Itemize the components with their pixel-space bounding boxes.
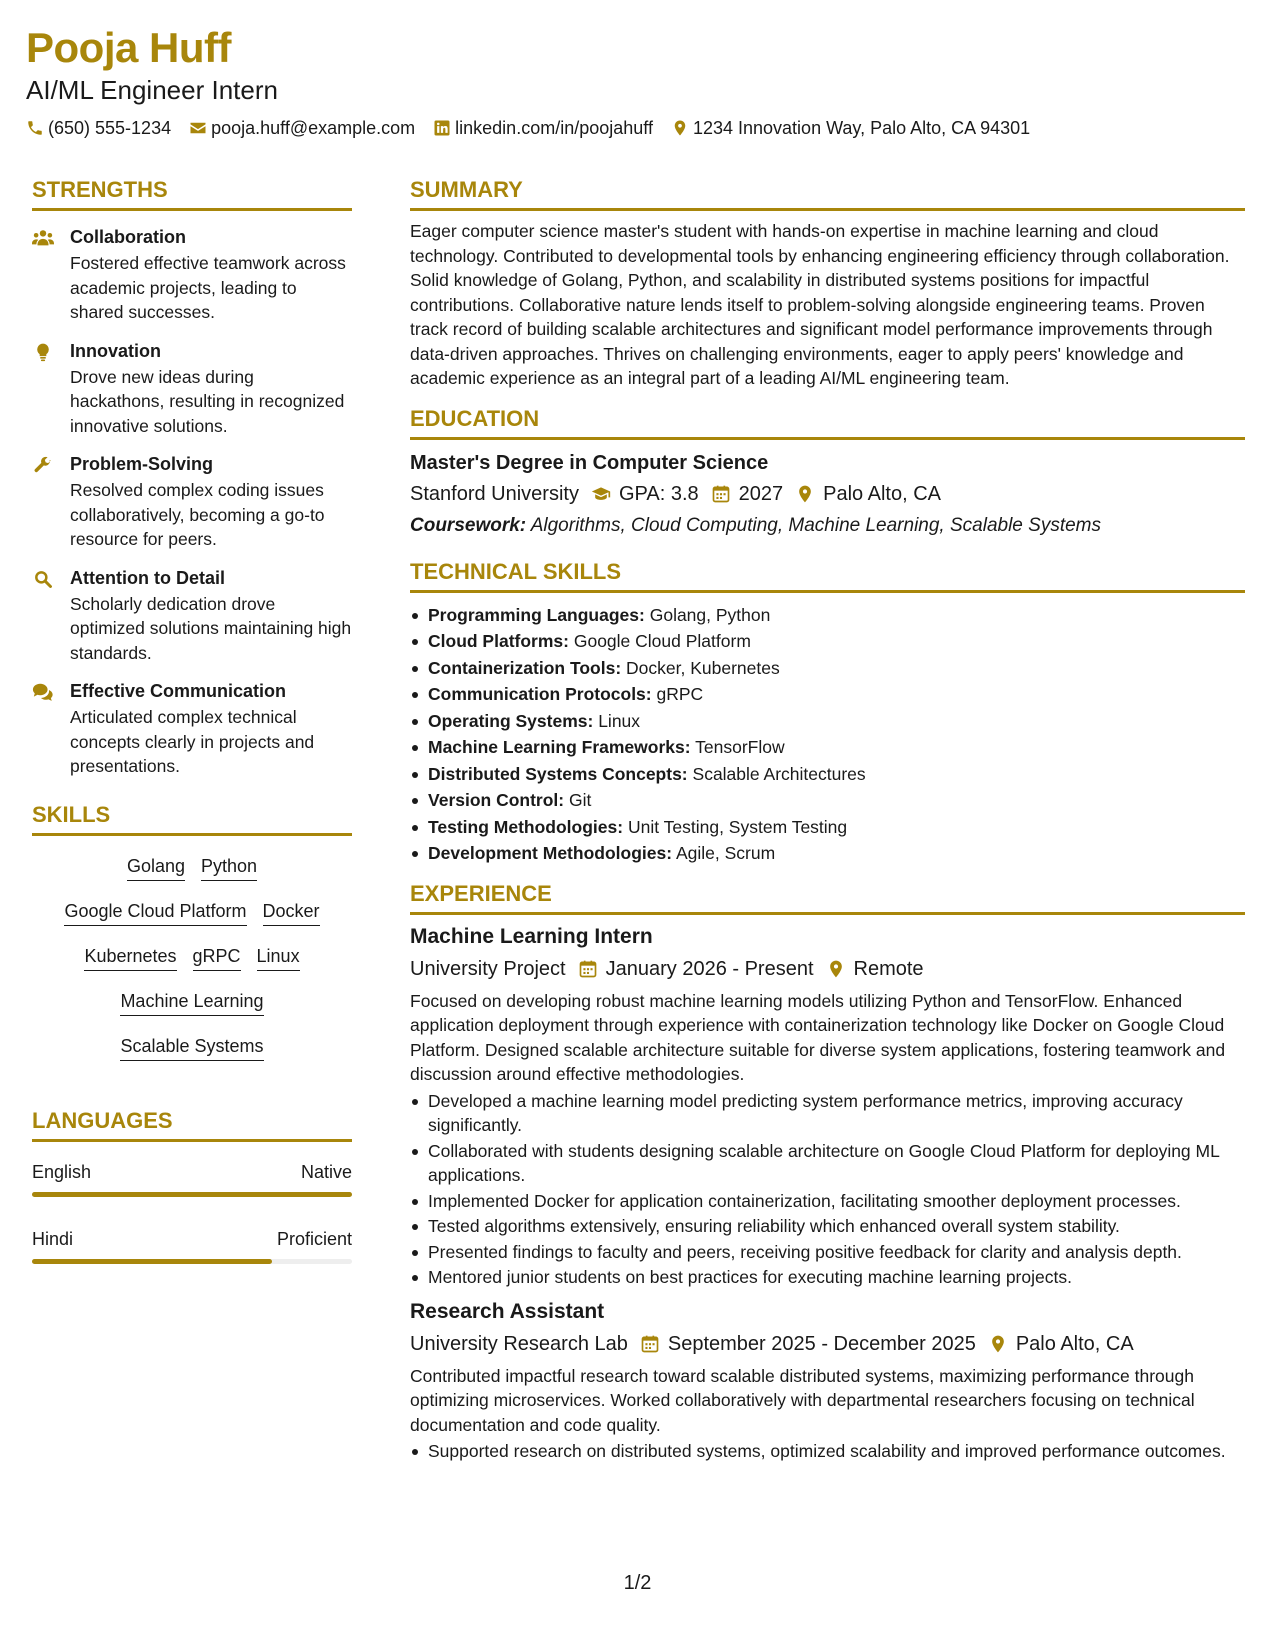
- right-column: [410, 176, 1245, 1465]
- job-dates: [640, 1330, 976, 1358]
- strength-desc: Resolved complex coding issues collaboratively, becoming a go-to resource for peers.: [70, 480, 325, 549]
- location-text: Palo Alto, CA: [823, 482, 941, 505]
- graduation-cap-icon: [591, 484, 611, 504]
- skill-row: [32, 1026, 352, 1071]
- technical-skills-heading: TECHNICAL SKILLS: [410, 558, 1245, 593]
- skill-label: Cloud Platforms:: [428, 631, 569, 651]
- phone-icon: [26, 119, 44, 137]
- skill-value: Google Cloud Platform: [573, 631, 751, 651]
- list-item: [410, 735, 1245, 760]
- language-level: Proficient: [276, 1228, 352, 1249]
- skill-label: Communication Protocols:: [428, 684, 652, 704]
- skill-tag: gRPC: [193, 944, 241, 971]
- skill-value: Linux: [598, 710, 641, 731]
- year-text: 2027: [738, 482, 784, 505]
- coursework-list: Algorithms, Cloud Computing, Machine Learning, Scalable Systems: [530, 514, 1101, 536]
- candidate-name: Pooja Huff: [26, 24, 231, 71]
- strength-item: [32, 339, 352, 439]
- coursework-label: Coursework:: [410, 514, 527, 536]
- strength-title: Effective Communication: [70, 681, 287, 701]
- strength-desc: Drove new ideas during hackathons, resulting in recognized innovative solutions.: [70, 366, 345, 436]
- gpa-text: GPA: 3.8: [618, 482, 699, 505]
- map-pin-icon: [795, 484, 815, 504]
- dates-text: September 2025 - December 2025: [667, 1332, 976, 1355]
- list-item: [410, 656, 1245, 681]
- coursework: [410, 512, 1245, 540]
- skill-label: Version Control:: [428, 790, 565, 810]
- skill-value: Scalable Architectures: [692, 763, 866, 784]
- skill-tag: Kubernetes: [84, 944, 176, 971]
- skill-label: Testing Methodologies:: [428, 816, 624, 837]
- languages-heading: LANGUAGES: [32, 1107, 352, 1142]
- skills-heading: SKILLS: [32, 801, 352, 836]
- left-column: [32, 176, 352, 1264]
- list-item: Presented findings to faculty and peers, receiving positive feedback for clarity and analysis depth.: [410, 1240, 1245, 1265]
- email-text: pooja.huff@example.com: [211, 118, 416, 138]
- strength-item: [32, 566, 352, 666]
- linkedin-icon: [433, 119, 451, 137]
- list-item: [410, 762, 1245, 787]
- school-text: Stanford University: [410, 482, 579, 505]
- job-dates: [578, 955, 814, 983]
- calendar-icon: [640, 1334, 660, 1354]
- strength-item: [32, 225, 352, 325]
- page-number: 1/2: [623, 1572, 652, 1594]
- skill-value: Docker, Kubernetes: [626, 657, 780, 678]
- location-text: Remote: [853, 957, 924, 980]
- wrench-icon: [32, 455, 54, 475]
- list-item: [410, 603, 1245, 628]
- job-description: Contributed impactful research toward scalable distributed systems, maximizing performance through optimizing microservices. Worked collaboratively with departmental researchers focusing on technical documentation and code quality.: [410, 1365, 1195, 1435]
- list-item: Implemented Docker for application containerization, facilitating smoother deployment processes.: [410, 1189, 1245, 1214]
- resume-header: [26, 24, 1246, 140]
- lightbulb-icon: [32, 342, 54, 362]
- strength-title: Attention to Detail: [70, 567, 225, 588]
- strength-title: Innovation: [70, 340, 161, 361]
- job-entry: [410, 1298, 1245, 1464]
- list-item: [410, 629, 1245, 654]
- education-year: [711, 480, 784, 508]
- search-icon: [32, 569, 54, 589]
- list-item: Developed a machine learning model predicting system performance metrics, improving accuracy significantly.: [410, 1089, 1245, 1138]
- language-item: [32, 1227, 352, 1264]
- contact-address: [671, 116, 1030, 140]
- list-item: [410, 709, 1245, 734]
- skill-tag: Google Cloud Platform: [64, 899, 246, 926]
- users-icon: [32, 228, 54, 248]
- job-title: Research Assistant: [410, 1299, 605, 1323]
- strength-title: Collaboration: [70, 227, 186, 247]
- job-meta: [410, 955, 1245, 983]
- list-item: Supported research on distributed systems, optimized scalability and improved performance outcomes.: [410, 1439, 1245, 1464]
- list-item: [410, 815, 1245, 840]
- language-level-bar: [32, 1192, 352, 1197]
- job-location: [988, 1330, 1134, 1358]
- map-pin-icon: [671, 119, 689, 137]
- contact-linkedin[interactable]: [433, 116, 653, 140]
- skill-value: TensorFlow: [695, 737, 785, 757]
- envelope-icon: [189, 119, 207, 137]
- technical-skills-list: [410, 603, 1245, 866]
- skill-tag: Python: [201, 854, 257, 881]
- skill-tag: Linux: [257, 944, 300, 971]
- calendar-icon: [578, 959, 598, 979]
- job-bullets: [410, 1089, 1245, 1290]
- skill-label: Machine Learning Frameworks:: [428, 737, 691, 757]
- dates-text: January 2026 - Present: [605, 957, 814, 980]
- job-location: [826, 955, 924, 983]
- skill-value: Golang, Python: [649, 604, 771, 625]
- comments-icon: [32, 682, 54, 702]
- skill-row: [32, 981, 352, 1026]
- list-item: Collaborated with students designing scalable architecture on Google Cloud Platform for deploying ML applications.: [410, 1139, 1245, 1188]
- education-school: [410, 480, 579, 508]
- candidate-title: AI/ML Engineer Intern: [26, 75, 278, 105]
- map-pin-icon: [826, 959, 846, 979]
- calendar-icon: [711, 484, 731, 504]
- skill-label: Distributed Systems Concepts:: [428, 763, 688, 784]
- education-location: [795, 480, 941, 508]
- education-heading: EDUCATION: [410, 405, 1245, 440]
- skill-label: Operating Systems:: [428, 710, 594, 731]
- list-item: Mentored junior students on best practices for executing machine learning projects.: [410, 1265, 1245, 1290]
- skill-value: gRPC: [656, 684, 704, 704]
- skill-label: Development Methodologies:: [428, 843, 673, 863]
- map-pin-icon: [988, 1334, 1008, 1354]
- phone-text: (650) 555-1234: [48, 118, 172, 138]
- org-text: University Research Lab: [410, 1332, 628, 1355]
- address-text: 1234 Innovation Way, Palo Alto, CA 94301: [692, 118, 1031, 138]
- job-org: [410, 955, 566, 983]
- job-meta: [410, 1330, 1245, 1358]
- job-title: Machine Learning Intern: [410, 924, 653, 948]
- strength-desc: Articulated complex technical concepts clearly in projects and presentations.: [70, 707, 315, 776]
- skill-row: [32, 936, 352, 981]
- skill-value: Agile, Scrum: [675, 843, 776, 863]
- experience-heading: EXPERIENCE: [410, 880, 1245, 915]
- language-item: [32, 1160, 352, 1197]
- list-item: [410, 841, 1245, 866]
- location-text: Palo Alto, CA: [1015, 1332, 1134, 1355]
- org-text: University Project: [410, 957, 566, 980]
- strength-title: Problem-Solving: [70, 454, 214, 474]
- language-level-fill: [32, 1259, 272, 1264]
- list-item: [410, 788, 1245, 813]
- skill-row: [32, 891, 352, 936]
- strength-item: [32, 679, 352, 779]
- job-entry: [410, 923, 1245, 1290]
- skill-tag: Machine Learning: [120, 989, 263, 1016]
- language-level-bar: [32, 1259, 352, 1264]
- skill-value: Git: [569, 790, 592, 810]
- job-description: Focused on developing robust machine learning models utilizing Python and TensorFlow. Enhanced application deployment through experience with containerization technology like Docker on Google Cloud Platform. Designed scalable architecture suitable for diverse system applications, fostering teamwork and discussion around effective methodologies.: [410, 990, 1226, 1084]
- contact-phone[interactable]: [26, 116, 171, 140]
- skill-row: [32, 846, 352, 891]
- education-gpa: [591, 480, 699, 508]
- language-level-fill: [32, 1192, 352, 1197]
- language-level: Native: [300, 1161, 352, 1182]
- strength-desc: Fostered effective teamwork across academic projects, leading to shared successes.: [70, 253, 346, 322]
- language-name: English: [32, 1161, 92, 1182]
- strengths-heading: STRENGTHS: [32, 176, 352, 211]
- skill-tag: Golang: [127, 854, 185, 881]
- linkedin-text: linkedin.com/in/poojahuff: [455, 118, 653, 138]
- summary-heading: SUMMARY: [410, 176, 1245, 211]
- education-meta: [410, 480, 1245, 508]
- strength-desc: Scholarly dedication drove optimized solutions maintaining high standards.: [70, 593, 352, 663]
- skill-value: Unit Testing, System Testing: [627, 816, 848, 837]
- education-degree: Master's Degree in Computer Science: [410, 451, 769, 474]
- skill-label: Containerization Tools:: [428, 657, 622, 678]
- summary-text: Eager computer science master's student with hands-on expertise in machine learning and cloud technology. Contributed to developmental tools by enhancing engineering efficiency through collaboration. Solid knowledge of Golang, Python, and scalability in distributed systems positions for impactful contributions. Collaborative nature lends itself to problem-solving alongside engineering teams. Proven track record of building scalable architectures and significant model performance improvements through data-driven approaches. Thrives on challenging environments, eager to apply peers' knowledge and academic experience as an integral part of a leading AI/ML engineering team.: [410, 221, 1230, 388]
- job-bullets: [410, 1439, 1245, 1464]
- skills-cloud: [32, 846, 352, 1071]
- strength-item: [32, 452, 352, 552]
- skill-tag: Docker: [263, 899, 320, 926]
- contact-email[interactable]: [189, 116, 415, 140]
- language-name: Hindi: [32, 1228, 74, 1249]
- contact-bar: [26, 116, 1246, 140]
- list-item: Tested algorithms extensively, ensuring reliability which enhanced overall system stability.: [410, 1214, 1245, 1239]
- list-item: [410, 682, 1245, 707]
- job-org: [410, 1330, 628, 1358]
- skill-label: Programming Languages:: [428, 604, 645, 625]
- skill-tag: Scalable Systems: [120, 1034, 263, 1061]
